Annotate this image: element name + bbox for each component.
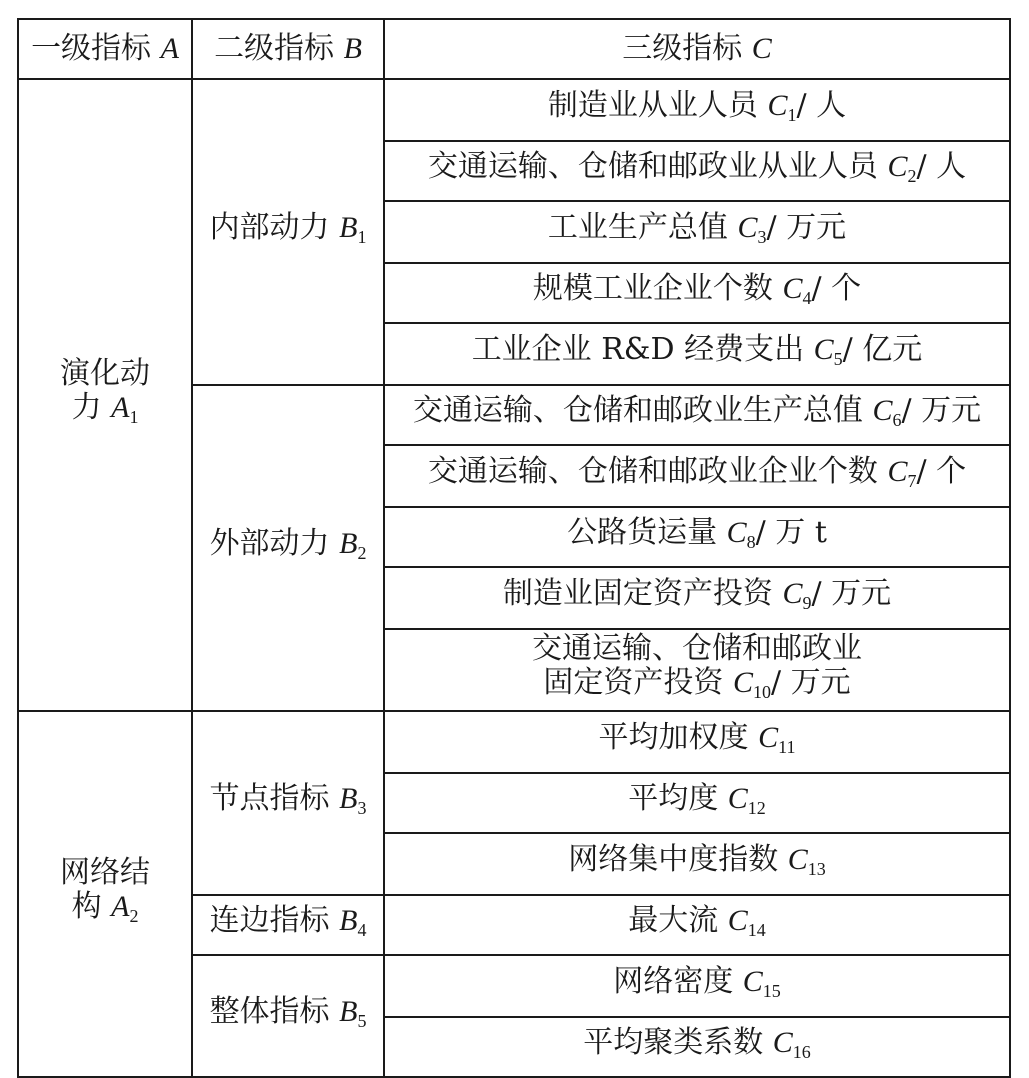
level-a-line2: 构	[71, 888, 112, 924]
level-c-text: 平均度	[628, 780, 728, 816]
level-c-text: 交通运输、仓储和邮政业生产总值	[412, 392, 873, 428]
table-row	[18, 79, 1010, 141]
level-c-unit: / 个	[811, 270, 862, 306]
level-c-subscript: 6	[892, 409, 902, 430]
level-c-two-line	[532, 632, 862, 709]
header-b-text: 二级指标	[214, 31, 344, 66]
level-c-symbol: C	[737, 210, 758, 244]
level-b-text: 整体指标	[209, 993, 340, 1029]
level-c-symbol: C	[732, 665, 753, 699]
header-row	[18, 19, 1010, 79]
level-c-cell-14	[384, 895, 1010, 955]
level-b-text: 内部动力	[209, 209, 340, 245]
level-a-line1: 演化动	[60, 355, 150, 391]
level-b-cell-3	[192, 711, 384, 895]
level-a-label-2	[60, 856, 150, 933]
level-c-cell-13	[384, 833, 1010, 895]
level-c-text: 工业企业 R&D 经费支出	[471, 331, 814, 367]
level-c-unit: / 万 t	[755, 514, 827, 550]
level-b-subscript: 1	[357, 226, 367, 247]
level-b-text: 节点指标	[209, 780, 340, 816]
level-a-symbol: A	[111, 390, 130, 424]
header-c-symbol: C	[751, 32, 772, 65]
level-c-subscript: 3	[757, 226, 767, 247]
header-level-b	[192, 19, 384, 79]
level-c-line1: 交通运输、仓储和邮政业	[532, 630, 862, 666]
level-b-text: 外部动力	[209, 525, 340, 561]
level-a-cell-1	[18, 79, 192, 711]
level-a-line1: 网络结	[60, 854, 150, 890]
level-b-symbol: B	[339, 781, 358, 815]
level-c-unit: / 人	[916, 148, 967, 184]
level-a-cell-2	[18, 711, 192, 1077]
level-c-text: 公路货运量	[567, 514, 727, 550]
level-c-symbol: C	[782, 576, 803, 610]
level-c-subscript: 14	[747, 919, 766, 940]
level-c-subscript: 11	[778, 736, 796, 757]
level-c-subscript: 7	[907, 470, 917, 491]
level-a-label-1	[60, 357, 150, 434]
level-c-cell-1	[384, 79, 1010, 141]
level-b-subscript: 4	[357, 919, 367, 940]
level-c-subscript: 15	[762, 980, 781, 1001]
level-b-subscript: 2	[357, 542, 367, 563]
level-c-symbol: C	[772, 1025, 793, 1059]
level-c-symbol: C	[742, 964, 763, 998]
level-c-symbol: C	[872, 393, 893, 427]
header-level-c	[384, 19, 1010, 79]
level-c-subscript: 8	[746, 531, 756, 552]
level-c-unit: / 亿元	[842, 331, 923, 367]
level-c-cell-16	[384, 1017, 1010, 1077]
level-c-symbol: C	[787, 842, 808, 876]
level-c-unit: / 万元	[811, 575, 892, 611]
level-c-cell-7	[384, 445, 1010, 507]
level-a-subscript: 2	[129, 905, 139, 926]
level-c-symbol: C	[726, 515, 747, 549]
level-c-unit: / 人	[796, 87, 847, 123]
level-b-cell-2	[192, 385, 384, 711]
level-c-subscript: 13	[807, 858, 826, 879]
level-c-cell-3	[384, 201, 1010, 263]
level-c-text: 平均加权度	[598, 719, 759, 755]
level-c-cell-9	[384, 567, 1010, 629]
level-c-subscript: 12	[747, 797, 766, 818]
level-c-symbol: C	[887, 149, 908, 183]
level-c-cell-8	[384, 507, 1010, 567]
level-c-text: 最大流	[628, 902, 728, 938]
level-b-cell-1	[192, 79, 384, 385]
level-c-text: 制造业从业人员	[547, 87, 768, 123]
level-c-text: 交通运输、仓储和邮政业企业个数	[427, 453, 888, 489]
level-a-subscript: 1	[129, 406, 139, 427]
level-b-symbol: B	[339, 526, 358, 560]
level-c-subscript: 4	[802, 287, 812, 308]
level-b-subscript: 5	[357, 1010, 367, 1031]
level-c-subscript: 16	[792, 1041, 811, 1062]
level-c-symbol: C	[767, 88, 788, 122]
level-b-cell-4	[192, 895, 384, 955]
level-a-symbol: A	[111, 889, 130, 923]
level-c-symbol: C	[813, 332, 834, 366]
level-b-symbol: B	[339, 994, 358, 1028]
level-c-cell-2	[384, 141, 1010, 201]
level-b-symbol: B	[339, 903, 358, 937]
level-c-cell-11	[384, 711, 1010, 773]
level-c-subscript: 9	[802, 592, 812, 613]
level-c-unit: / 万元	[901, 392, 982, 428]
level-c-cell-4	[384, 263, 1010, 323]
level-c-cell-15	[384, 955, 1010, 1017]
level-a-line2: 力	[71, 389, 112, 425]
level-b-symbol: B	[339, 210, 358, 244]
level-b-text: 连边指标	[209, 902, 340, 938]
level-c-symbol: C	[758, 720, 779, 754]
level-c-text: 规模工业企业个数	[532, 270, 783, 306]
level-c-cell-5	[384, 323, 1010, 385]
level-c-cell-10	[384, 629, 1010, 711]
level-c-unit: / 万元	[770, 664, 851, 700]
level-c-text: 制造业固定资产投资	[502, 575, 783, 611]
table-row	[18, 711, 1010, 773]
level-c-text: 平均聚类系数	[583, 1024, 773, 1060]
level-c-unit: / 个	[916, 453, 967, 489]
level-c-cell-12	[384, 773, 1010, 833]
level-c-symbol: C	[727, 781, 748, 815]
level-c-subscript: 5	[833, 348, 843, 369]
level-c-unit: / 万元	[766, 209, 847, 245]
header-a-text: 一级指标	[31, 31, 161, 66]
level-c-text: 固定资产投资	[543, 664, 733, 700]
header-level-a	[18, 19, 192, 79]
level-c-subscript: 10	[752, 681, 771, 702]
level-c-cell-6	[384, 385, 1010, 445]
level-c-subscript: 2	[907, 165, 917, 186]
level-c-symbol: C	[727, 903, 748, 937]
level-b-subscript: 3	[357, 797, 367, 818]
header-a-symbol: A	[160, 32, 179, 65]
level-c-symbol: C	[887, 454, 908, 488]
level-b-cell-5	[192, 955, 384, 1077]
level-c-text: 网络密度	[613, 963, 743, 999]
header-b-symbol: B	[343, 32, 362, 65]
level-c-symbol: C	[782, 271, 803, 305]
level-c-subscript: 1	[787, 104, 797, 125]
level-c-text: 网络集中度指数	[568, 841, 788, 877]
indicator-table	[17, 18, 1011, 1078]
level-c-text: 工业生产总值	[547, 209, 738, 245]
level-c-text: 交通运输、仓储和邮政业从业人员	[427, 148, 888, 184]
header-c-text: 三级指标	[622, 31, 752, 66]
